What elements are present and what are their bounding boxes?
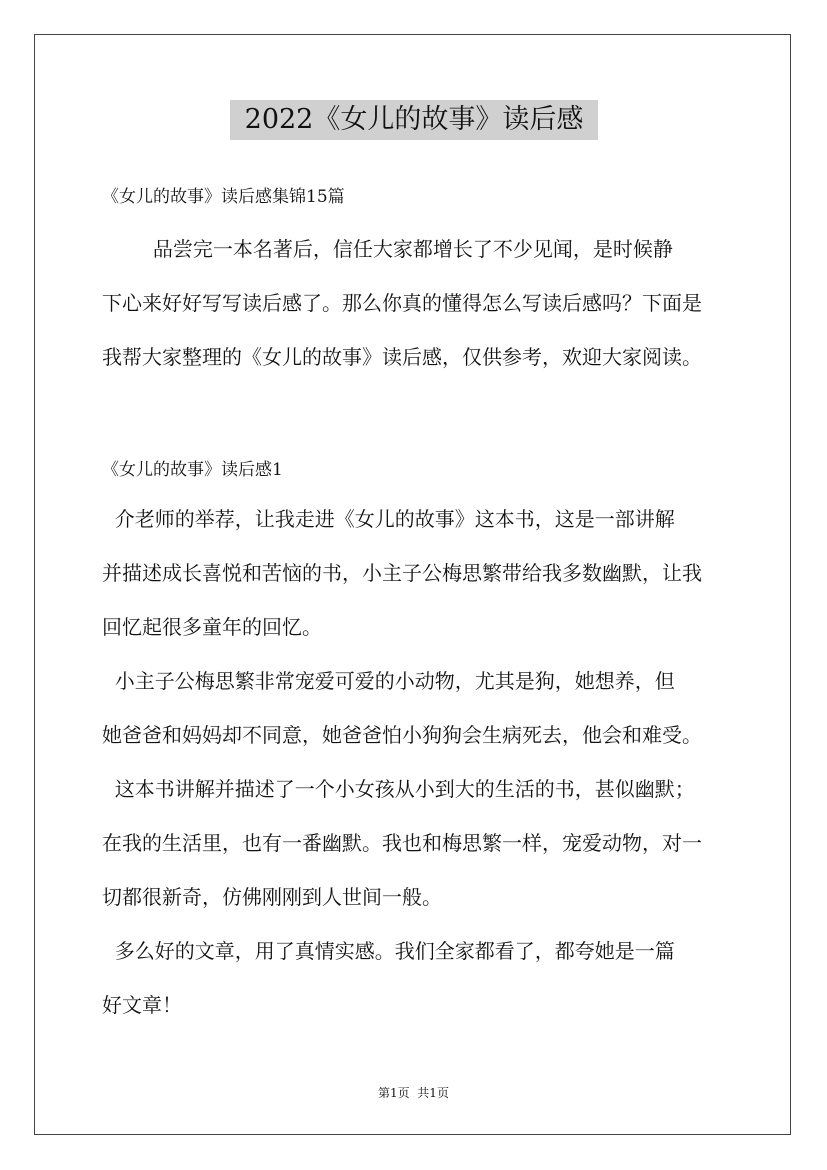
body-paragraph-3	[102, 762, 732, 924]
paragraph-line: 她爸爸和妈妈却不同意，她爸爸怕小狗狗会生病死去，他会和难受。	[102, 723, 702, 747]
paragraph-line: 在我的生活里，也有一番幽默。我也和梅思繁一样，宠爱动物，对一	[102, 831, 702, 855]
page-footer: 第1页 共1页	[378, 1086, 449, 1100]
body-paragraph-1	[102, 492, 732, 654]
paragraph-line: 介老师的举荐，让我走进《女儿的故事》这本书，这是一部讲解	[102, 507, 675, 531]
paragraph-line: 这本书讲解并描述了一个小女孩从小到大的生活的书，甚似幽默；	[102, 777, 695, 801]
body-paragraph-2	[102, 654, 732, 762]
paragraph-line: 多么好的文章，用了真情实感。我们全家都看了，都夸她是一篇	[102, 939, 675, 963]
paragraph-line: 切都很新奇，仿佛刚刚到人世间一般。	[102, 885, 442, 909]
paragraph-line: 好文章！	[102, 993, 182, 1017]
paragraph-line: 并描述成长喜悦和苦恼的书，小主子公梅思繁带给我多数幽默，让我	[102, 561, 702, 585]
document-title: 2022《女儿的故事》读后感	[230, 100, 598, 140]
paragraph-line: 回忆起很多童年的回忆。	[102, 615, 322, 639]
intro-paragraph	[102, 222, 732, 384]
body-paragraph-4	[102, 924, 732, 1032]
intro-line: 我帮大家整理的《女儿的故事》读后感，仅供参考，欢迎大家阅读。	[102, 345, 702, 369]
paragraph-line: 小主子公梅思繁非常宠爱可爱的小动物，尤其是狗，她想养，但	[102, 669, 675, 693]
document-subtitle: 《女儿的故事》读后感集锦15篇	[102, 187, 345, 207]
intro-line: 品尝完一本名著后，信任大家都增长了不少见闻，是时候静	[102, 237, 673, 261]
intro-line: 下心来好好写写读后感了。那么你真的懂得怎么写读后感吗？下面是	[102, 291, 702, 315]
section-heading: 《女儿的故事》读后感1	[102, 460, 283, 480]
